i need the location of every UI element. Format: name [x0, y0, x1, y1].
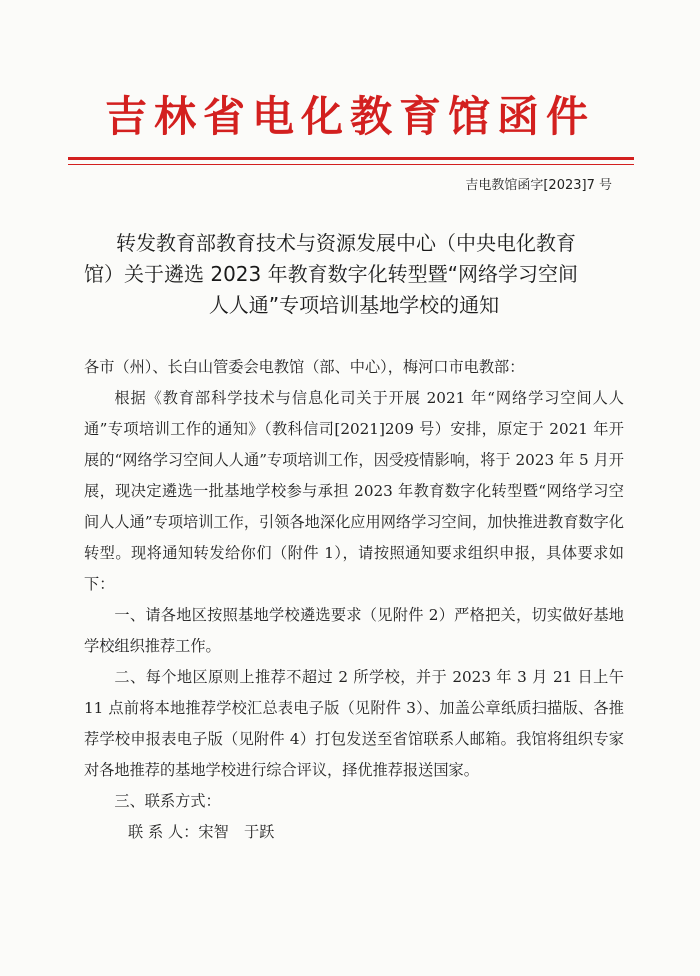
notice-body — [84, 352, 624, 848]
notice-title-line-1: 转发教育部教育技术与资源发展中心（中央电化教育 — [116, 231, 576, 255]
salutation: 各市（州）、长白山管委会电教馆（部、中心），梅河口市电教部： — [84, 358, 525, 376]
notice-title-line-2: 馆）关于遴选 2023 年教育数字化转型暨“网络学习空间 — [84, 262, 578, 286]
intro-paragraph: 根据《教育部科学技术与信息化司关于开展 2021 年“网络学习空间人人通”专项培训工作的通知》（教科信司[2021]209 号）安排，原定于 2021 年开展的“网络学习空间人人通”专项培训工作，因受疫情影响，将于 2023 年 5 月开展，现决定遴选一批基地学校参与承担 2023 年教育数字化转型暨“网络学习空间人人通”专项培训工作，引领各地深化应用网络学习空间，加快推进教育数字化转型。现将通知转发给你们（附件 1），请按照通知要求组织申报，具体要求如下： — [84, 389, 624, 593]
requirement-item-2: 二、每个地区原则上推荐不超过 2 所学校，并于 2023 年 3 月 21 日上午 11 点前将本地推荐学校汇总表电子版（见附件 3）、加盖公章纸质扫描版、各推荐学校申报表电子版（见附件 4）打包发送至省馆联系人邮箱。我馆将组织专家对各地推荐的基地学校进行综合评议，择优推荐报送国家。 — [84, 668, 624, 779]
notice-title — [84, 228, 624, 321]
requirement-item-1: 一、请各地区按照基地学校遴选要求（见附件 2）严格把关，切实做好基地学校组织推荐工作。 — [84, 606, 624, 655]
contact-persons: 联 系 人：宋智 于跃 — [128, 823, 275, 841]
letterhead-title: 吉林省电化教育馆函件 — [104, 92, 595, 141]
letterhead-rule-thin — [68, 164, 634, 165]
document-number: 吉电教馆函字[2023]7 号 — [465, 178, 612, 193]
notice-title-line-3: 人人通”专项培训基地学校的通知 — [208, 293, 500, 317]
requirement-item-3-heading: 三、联系方式： — [114, 792, 221, 810]
letterhead-rule-thick — [68, 157, 634, 160]
